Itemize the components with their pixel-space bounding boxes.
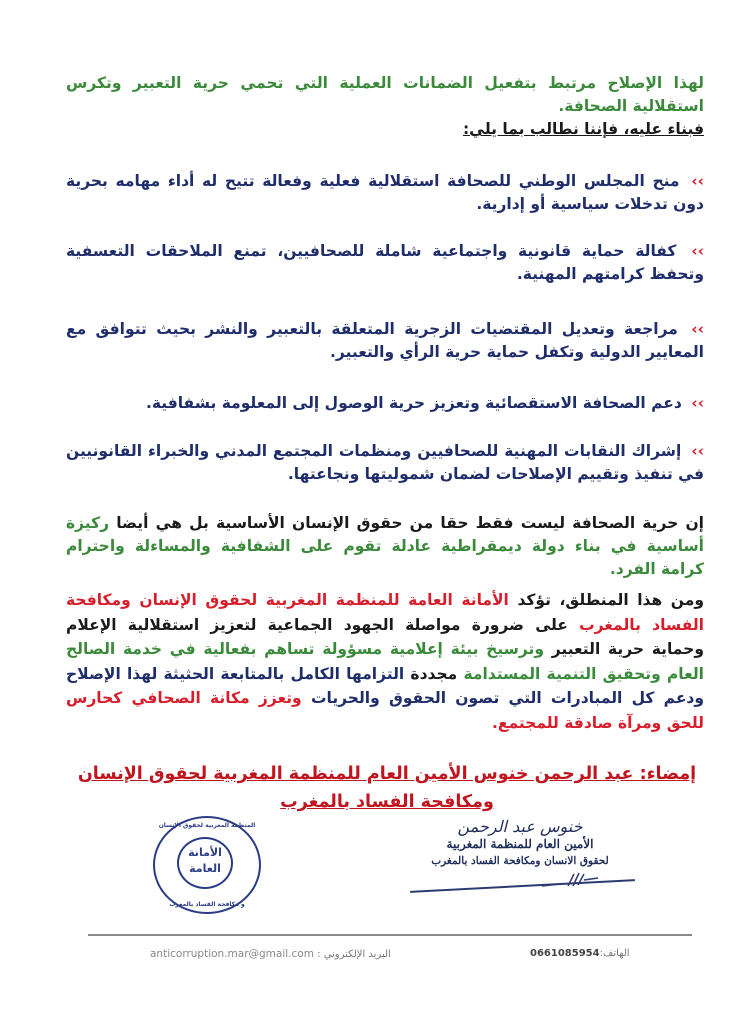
footer-phone <box>530 948 630 959</box>
demand-text: فبناء عليه، فإننا نطالب بما يلي: <box>462 120 704 138</box>
organization-name: الأمانة العامة للمنظمة المغربية لحقوق الإنسان ومكافحة الفساد بالمغرب <box>66 591 704 634</box>
handwritten-signature-block <box>405 818 635 869</box>
demand-item-text: دعم الصحافة الاستقصائية وتعزيز حرية الوصول إلى المعلومة بشفافية. <box>145 394 682 412</box>
demand-item <box>66 240 704 286</box>
signature-title <box>70 760 704 816</box>
demand-item <box>66 392 704 415</box>
phone-label: الهاتف: <box>599 948 630 959</box>
chevron-bullet-icon: ›› <box>691 442 704 460</box>
signature-scribble-icon <box>540 868 600 890</box>
intro-paragraph <box>66 72 704 118</box>
conclusion-part1: ومن هذا المنطلق، تؤكد <box>517 591 704 609</box>
footer-email <box>150 948 391 960</box>
chevron-bullet-icon: ›› <box>691 242 705 260</box>
stamp-center <box>177 837 233 889</box>
email-address[interactable]: anticorruption.mar@gmail.com <box>150 948 314 960</box>
demand-item <box>66 170 704 216</box>
conclusion-part4: وترسيخ بيئة إعلامية مسؤولة تساهم بفعالية في خدمة الصالح العام وتحقيق التنمية المستدامة <box>66 640 704 683</box>
conclusion-part3: على ضرورة مواصلة الجهود الجماعية لتعزيز استقلالية الإعلام وحماية حرية التعبير <box>66 615 704 658</box>
intro-text: لهذا الإصلاح مرتبط بتفعيل الضمانات العملية التي تحمي حرية التعبير وتكرس استقلالية الصحافة. <box>66 74 704 115</box>
demand-item-text: إشراك النقابات المهنية للصحافيين ومنظمات المجتمع المدني والخبراء القانونيين في تنفيذ وتقييم الإصلاحات لضمان شموليتها ونجاعتها. <box>66 442 704 483</box>
email-label: البريد الإلكتروني : <box>317 949 391 960</box>
stamp-ring-top: المنظمة المغربية لحقوق الإنسان <box>158 822 256 829</box>
conclusion-part5: مجددة <box>410 664 458 683</box>
chevron-bullet-icon: ›› <box>691 320 704 338</box>
stamp-ring-bottom: و مكافحة الفساد بالمغرب <box>169 901 245 908</box>
press-freedom-part2: ركيزة أساسية في بناء دولة ديمقراطية عادلة تقوم على الشفافية والمساءلة واحترام كرامة الفرد. <box>66 514 704 578</box>
demand-item <box>66 318 704 364</box>
demand-item-text: مراجعة وتعديل المقتضيات الزجرية المتعلقة بالتعبير والنشر بحيث تتوافق مع المعايير الدولية وتكفل حماية حرية الرأي والتعبير. <box>66 320 704 361</box>
conclusion-part7: وتعزز مكانة الصحافي كحارس للحق ومرآة صادقة للمجتمع. <box>66 689 704 732</box>
signature-title-line1: إمضاء: عبد الرحمن خنوس الأمين العام للمنظمة المغربية لحقوق الإنسان <box>77 764 697 784</box>
chevron-bullet-icon: ›› <box>691 172 704 190</box>
demand-item-text: منح المجلس الوطني للصحافة استقلالية فعلية وفعالة تتيح له أداء مهامه بحرية دون تدخلات سياسية أو إدارية. <box>66 172 704 213</box>
demand-heading <box>66 118 704 141</box>
footer-divider <box>88 934 692 936</box>
signature-title-line2: ومكافحة الفساد بالمغرب <box>280 792 494 812</box>
chevron-bullet-icon: ›› <box>691 394 704 412</box>
press-freedom-paragraph <box>66 512 704 581</box>
signature-name: خنوس عبد الرحمن <box>457 817 583 836</box>
press-freedom-part1: إن حرية الصحافة ليست فقط حقا من حقوق الإنسان الأساسية بل هي أيضا <box>116 514 704 532</box>
demand-item-text: كفالة حماية قانونية واجتماعية شاملة للصحافيين، تمنع الملاحقات التعسفية وتحفظ كرامتهم المهنية. <box>66 242 704 283</box>
conclusion-part6: التزامها الكامل بالمتابعة الحثيثة لهذا الإصلاح ودعم كل المبادرات التي تصون الحقوق والحريات <box>66 664 705 707</box>
signature-role-line2: لحقوق الانسان ومكافحة الفساد بالمغرب <box>431 855 609 867</box>
demand-item <box>66 440 704 486</box>
phone-number: 0661085954 <box>530 948 600 959</box>
stamp-center-line1: الأمانة <box>188 846 222 859</box>
signature-role-line1: الأمين العام للمنظمة المغربية <box>446 837 594 851</box>
organization-stamp <box>153 816 261 914</box>
stamp-center-line2: العامة <box>189 862 221 875</box>
signature-stroke <box>410 879 635 892</box>
conclusion-paragraph <box>66 588 704 735</box>
